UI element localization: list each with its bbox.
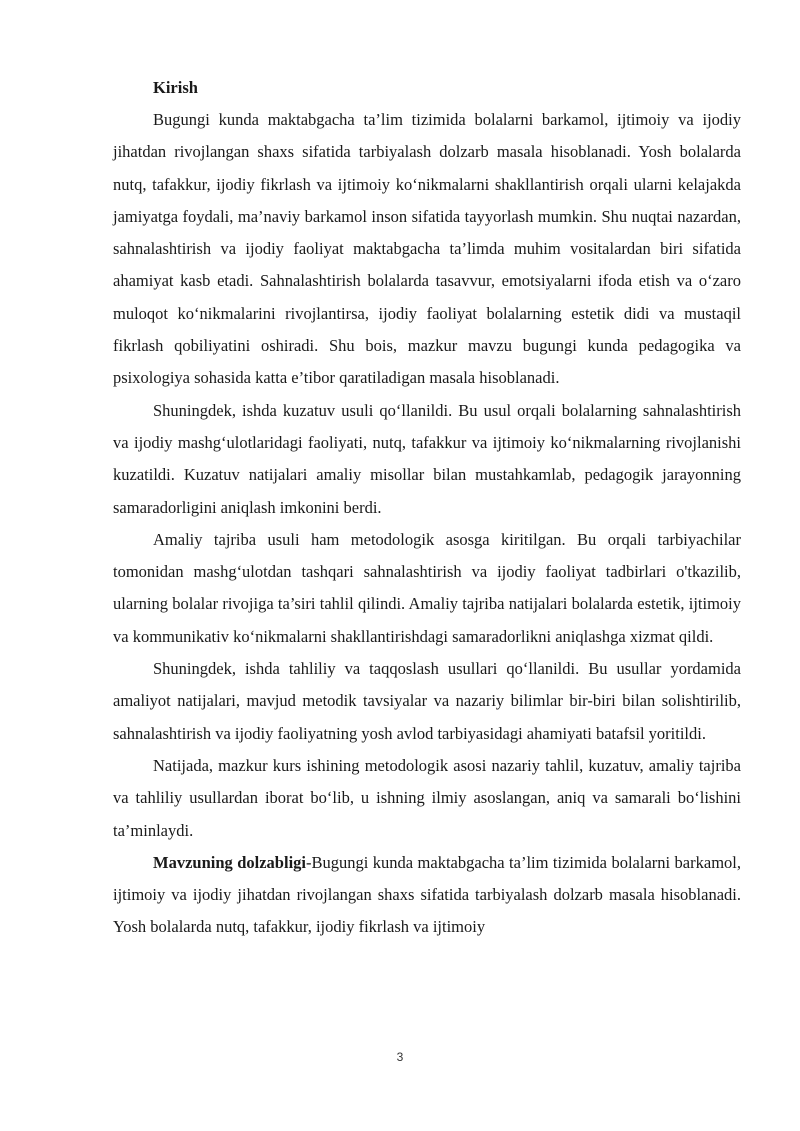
paragraph-observation-method: Shuningdek, ishda kuzatuv usuli qo‘llanildi. Bu usul orqali bolalarning sahnalashtirish va ijodiy mashg‘ulotlaridagi faoliyati, nutq, tafakkur va ijtimoiy ko‘nikmalarning rivojlanishi kuzatildi. Kuzatuv natijalari amaliy misollar bilan mustahkamlab, pedagogik jarayonning samaradorligini aniqlash imkonini berdi. — [113, 400, 741, 517]
paragraph-practical-method: Amaliy tajriba usuli ham metodologik asosga kiritilgan. Bu orqali tarbiyachilar tomonidan mashg‘ulotdan tashqari sahnalashtirish va ijodiy faoliyat tadbirlari o'tkazilib, ularning bolalar rivojiga ta’siri tahlil qilindi. Amaliy tajriba natijalari bolalarda estetik, ijtimoiy va kommunikativ ko‘nikmalarni shakllantirishdagi samaradorlikni aniqlashga xizmat qildi. — [113, 529, 741, 646]
relevance-lead: Mavzuning dolzabligi — [153, 852, 306, 872]
paragraph-conclusion: Natijada, mazkur kurs ishining metodologik asosi nazariy tahlil, kuzatuv, amaliy tajriba va tahliliy usullardan iborat bo‘lib, u ishning ilmiy asoslangan, aniq va samarali bo‘lishini ta’minlaydi. — [113, 755, 741, 840]
paragraph-intro: Bugungi kunda maktabgacha ta’lim tizimida bolalarni barkamol, ijtimoiy va ijodiy jihatdan rivojlangan shaxs sifatida tarbiyalash dolzarb masala hisoblanadi. Yosh bolalarda nutq, tafakkur, ijodiy fikrlash va ijtimoiy ko‘nikmalarni shakllantirish orqali ularni kelajakda jamiyatga foydali, ma’naviy barkamol inson sifatida tayyorlash mumkin. Shu nuqtai nazardan, sahnalashtirish va ijodiy faoliyat maktabgacha ta’limda muhim vositalardan biri sifatida ahamiyat kasb etadi. Sahnalashtirish bolalarda tasavvur, emotsiyalarni ifoda etish va o‘zaro muloqot ko‘nikmalarini rivojlantirsa, ijodiy faoliyat bolalarning estetik didi va mustaqil fikrlash qobiliyatini oshiradi. Shu bois, mazkur mavzu bugungi kunda pedagogika va psixologiya sohasida katta e’tibor qaratiladigan masala hisoblanadi. — [113, 110, 741, 388]
document-page — [113, 72, 741, 944]
relevance-text: -Bugungi kunda maktabgacha ta’lim tizimida bolalarni barkamol, ijtimoiy va ijodiy jihatdan rivojlangan shaxs sifatida tarbiyalash dolzarb masala hisoblanadi. Yosh bolalarda nutq, tafakkur, ijodiy fikrlash va ijtimoiy — [113, 852, 741, 937]
paragraph-relevance — [113, 847, 741, 944]
page-number: 3 — [396, 1050, 404, 1064]
section-heading: Kirish — [153, 78, 198, 97]
paragraph-analytical-method: Shuningdek, ishda tahliliy va taqqoslash usullari qo‘llanildi. Bu usullar yordamida amaliyot natijalari, mavjud metodik tavsiyalar va nazariy bilimlar bir-biri bilan solishtirilib, sahnalashtirish va ijodiy faoliyatning yosh avlod tarbiyasidagi ahamiyati batafsil yoritildi. — [113, 659, 741, 743]
